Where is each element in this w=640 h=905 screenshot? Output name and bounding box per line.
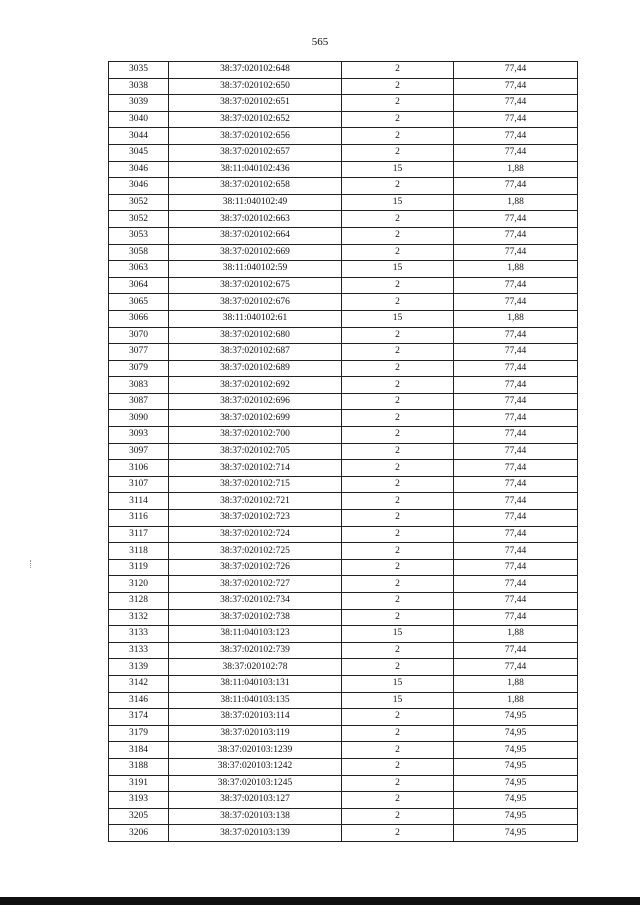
table-row (109, 675, 578, 692)
share-cell: 2 (342, 609, 454, 626)
row-number-cell: 3188 (109, 758, 169, 775)
table-row (109, 78, 578, 95)
cadastral-number-cell: 38:37:020102:715 (169, 476, 342, 493)
row-number-cell: 3090 (109, 410, 169, 427)
value-cell: 77,44 (454, 510, 578, 527)
share-cell: 2 (342, 460, 454, 477)
share-cell: 15 (342, 161, 454, 178)
share-cell: 2 (342, 78, 454, 95)
share-cell: 2 (342, 775, 454, 792)
value-cell: 77,44 (454, 393, 578, 410)
scan-border (0, 897, 640, 905)
row-number-cell: 3139 (109, 659, 169, 676)
share-cell: 2 (342, 526, 454, 543)
share-cell: 2 (342, 95, 454, 112)
value-cell: 77,44 (454, 427, 578, 444)
cadastral-number-cell: 38:37:020102:650 (169, 78, 342, 95)
cadastral-number-cell: 38:37:020103:1239 (169, 742, 342, 759)
cadastral-number-cell: 38:37:020102:648 (169, 62, 342, 79)
share-cell: 2 (342, 510, 454, 527)
share-cell: 15 (342, 310, 454, 327)
table-row (109, 360, 578, 377)
table-row (109, 626, 578, 643)
value-cell: 77,44 (454, 128, 578, 145)
row-number-cell: 3116 (109, 510, 169, 527)
value-cell: 74,95 (454, 825, 578, 842)
row-number-cell: 3053 (109, 227, 169, 244)
value-cell: 77,44 (454, 543, 578, 560)
share-cell: 2 (342, 344, 454, 361)
cadastral-number-cell: 38:37:020102:699 (169, 410, 342, 427)
table-row (109, 344, 578, 361)
cadastral-number-cell: 38:37:020102:705 (169, 443, 342, 460)
row-number-cell: 3114 (109, 493, 169, 510)
value-cell: 74,95 (454, 758, 578, 775)
share-cell: 2 (342, 227, 454, 244)
share-cell: 2 (342, 758, 454, 775)
table-row (109, 692, 578, 709)
value-cell: 77,44 (454, 294, 578, 311)
row-number-cell: 3046 (109, 161, 169, 178)
row-number-cell: 3174 (109, 709, 169, 726)
value-cell: 77,44 (454, 443, 578, 460)
row-number-cell: 3038 (109, 78, 169, 95)
table-row (109, 792, 578, 809)
row-number-cell: 3206 (109, 825, 169, 842)
cadastral-number-cell: 38:37:020102:651 (169, 95, 342, 112)
data-table (108, 61, 578, 842)
value-cell: 77,44 (454, 178, 578, 195)
table-row (109, 410, 578, 427)
table-row (109, 510, 578, 527)
row-number-cell: 3079 (109, 360, 169, 377)
share-cell: 15 (342, 675, 454, 692)
cadastral-number-cell: 38:37:020102:687 (169, 344, 342, 361)
cadastral-number-cell: 38:37:020103:127 (169, 792, 342, 809)
row-number-cell: 3044 (109, 128, 169, 145)
cadastral-number-cell: 38:11:040103:135 (169, 692, 342, 709)
table-row (109, 194, 578, 211)
value-cell: 74,95 (454, 808, 578, 825)
value-cell: 74,95 (454, 792, 578, 809)
table-row (109, 609, 578, 626)
share-cell: 2 (342, 277, 454, 294)
table-row (109, 825, 578, 842)
value-cell: 1,88 (454, 261, 578, 278)
table-row (109, 559, 578, 576)
cadastral-number-cell: 38:37:020102:723 (169, 510, 342, 527)
value-cell: 77,44 (454, 360, 578, 377)
table-row (109, 758, 578, 775)
value-cell: 77,44 (454, 95, 578, 112)
share-cell: 2 (342, 111, 454, 128)
row-number-cell: 3133 (109, 642, 169, 659)
share-cell: 2 (342, 593, 454, 610)
row-number-cell: 3120 (109, 576, 169, 593)
table-row (109, 460, 578, 477)
value-cell: 74,95 (454, 775, 578, 792)
row-number-cell: 3039 (109, 95, 169, 112)
share-cell: 2 (342, 709, 454, 726)
cadastral-number-cell: 38:37:020102:656 (169, 128, 342, 145)
row-number-cell: 3040 (109, 111, 169, 128)
share-cell: 2 (342, 427, 454, 444)
row-number-cell: 3093 (109, 427, 169, 444)
table-row (109, 277, 578, 294)
row-number-cell: 3128 (109, 593, 169, 610)
row-number-cell: 3077 (109, 344, 169, 361)
scan-mark (30, 560, 32, 568)
cadastral-number-cell: 38:37:020102:657 (169, 144, 342, 161)
table-row (109, 742, 578, 759)
table-row (109, 128, 578, 145)
cadastral-number-cell: 38:37:020103:119 (169, 725, 342, 742)
row-number-cell: 3146 (109, 692, 169, 709)
row-number-cell: 3052 (109, 194, 169, 211)
share-cell: 2 (342, 62, 454, 79)
share-cell: 2 (342, 377, 454, 394)
row-number-cell: 3035 (109, 62, 169, 79)
value-cell: 77,44 (454, 344, 578, 361)
cadastral-number-cell: 38:37:020102:721 (169, 493, 342, 510)
cadastral-number-cell: 38:11:040102:436 (169, 161, 342, 178)
row-number-cell: 3193 (109, 792, 169, 809)
value-cell: 1,88 (454, 675, 578, 692)
row-number-cell: 3133 (109, 626, 169, 643)
table-row (109, 227, 578, 244)
share-cell: 2 (342, 128, 454, 145)
value-cell: 77,44 (454, 493, 578, 510)
table-row (109, 327, 578, 344)
value-cell: 74,95 (454, 742, 578, 759)
table-row (109, 95, 578, 112)
value-cell: 77,44 (454, 593, 578, 610)
table-row (109, 443, 578, 460)
table-row (109, 775, 578, 792)
row-number-cell: 3083 (109, 377, 169, 394)
table-row (109, 476, 578, 493)
share-cell: 2 (342, 559, 454, 576)
share-cell: 2 (342, 144, 454, 161)
row-number-cell: 3107 (109, 476, 169, 493)
cadastral-number-cell: 38:37:020103:114 (169, 709, 342, 726)
table-row (109, 659, 578, 676)
cadastral-number-cell: 38:37:020102:658 (169, 178, 342, 195)
table-row (109, 642, 578, 659)
row-number-cell: 3179 (109, 725, 169, 742)
cadastral-number-cell: 38:37:020102:724 (169, 526, 342, 543)
cadastral-number-cell: 38:37:020102:727 (169, 576, 342, 593)
share-cell: 2 (342, 211, 454, 228)
share-cell: 2 (342, 443, 454, 460)
share-cell: 15 (342, 692, 454, 709)
cadastral-number-cell: 38:37:020103:1242 (169, 758, 342, 775)
value-cell: 77,44 (454, 377, 578, 394)
share-cell: 2 (342, 360, 454, 377)
share-cell: 2 (342, 742, 454, 759)
cadastral-number-cell: 38:37:020102:663 (169, 211, 342, 228)
share-cell: 2 (342, 178, 454, 195)
cadastral-number-cell: 38:11:040103:131 (169, 675, 342, 692)
value-cell: 77,44 (454, 410, 578, 427)
table-row (109, 111, 578, 128)
row-number-cell: 3191 (109, 775, 169, 792)
row-number-cell: 3065 (109, 294, 169, 311)
row-number-cell: 3097 (109, 443, 169, 460)
table-row (109, 161, 578, 178)
cadastral-number-cell: 38:37:020102:700 (169, 427, 342, 444)
share-cell: 2 (342, 476, 454, 493)
value-cell: 74,95 (454, 725, 578, 742)
value-cell: 77,44 (454, 211, 578, 228)
table-row (109, 543, 578, 560)
share-cell: 2 (342, 294, 454, 311)
row-number-cell: 3066 (109, 310, 169, 327)
table-row (109, 261, 578, 278)
table-row (109, 294, 578, 311)
value-cell: 77,44 (454, 144, 578, 161)
cadastral-number-cell: 38:37:020102:689 (169, 360, 342, 377)
table-row (109, 178, 578, 195)
cadastral-number-cell: 38:37:020102:78 (169, 659, 342, 676)
share-cell: 2 (342, 825, 454, 842)
value-cell: 1,88 (454, 626, 578, 643)
cadastral-number-cell: 38:37:020102:726 (169, 559, 342, 576)
share-cell: 2 (342, 327, 454, 344)
share-cell: 2 (342, 659, 454, 676)
cadastral-number-cell: 38:37:020102:739 (169, 642, 342, 659)
value-cell: 74,95 (454, 709, 578, 726)
cadastral-number-cell: 38:37:020103:138 (169, 808, 342, 825)
share-cell: 2 (342, 410, 454, 427)
share-cell: 2 (342, 543, 454, 560)
value-cell: 77,44 (454, 62, 578, 79)
table-row (109, 709, 578, 726)
cadastral-number-cell: 38:11:040102:49 (169, 194, 342, 211)
share-cell: 2 (342, 244, 454, 261)
row-number-cell: 3063 (109, 261, 169, 278)
value-cell: 1,88 (454, 692, 578, 709)
cadastral-number-cell: 38:37:020102:676 (169, 294, 342, 311)
table-row (109, 62, 578, 79)
share-cell: 2 (342, 393, 454, 410)
share-cell: 2 (342, 808, 454, 825)
row-number-cell: 3117 (109, 526, 169, 543)
row-number-cell: 3142 (109, 675, 169, 692)
cadastral-number-cell: 38:11:040103:123 (169, 626, 342, 643)
table-row (109, 244, 578, 261)
value-cell: 77,44 (454, 227, 578, 244)
table-row (109, 211, 578, 228)
table-row (109, 310, 578, 327)
row-number-cell: 3070 (109, 327, 169, 344)
row-number-cell: 3052 (109, 211, 169, 228)
row-number-cell: 3119 (109, 559, 169, 576)
value-cell: 77,44 (454, 526, 578, 543)
table-row (109, 725, 578, 742)
cadastral-number-cell: 38:37:020102:664 (169, 227, 342, 244)
value-cell: 77,44 (454, 277, 578, 294)
value-cell: 77,44 (454, 78, 578, 95)
share-cell: 2 (342, 576, 454, 593)
value-cell: 77,44 (454, 559, 578, 576)
value-cell: 77,44 (454, 327, 578, 344)
table-row (109, 427, 578, 444)
cadastral-number-cell: 38:37:020102:669 (169, 244, 342, 261)
cadastral-number-cell: 38:37:020102:680 (169, 327, 342, 344)
share-cell: 15 (342, 626, 454, 643)
page-number: 565 (311, 36, 329, 48)
share-cell: 15 (342, 194, 454, 211)
value-cell: 77,44 (454, 576, 578, 593)
cadastral-number-cell: 38:11:040102:59 (169, 261, 342, 278)
cadastral-number-cell: 38:37:020102:692 (169, 377, 342, 394)
cadastral-number-cell: 38:37:020102:652 (169, 111, 342, 128)
row-number-cell: 3045 (109, 144, 169, 161)
value-cell: 77,44 (454, 642, 578, 659)
share-cell: 2 (342, 493, 454, 510)
row-number-cell: 3118 (109, 543, 169, 560)
row-number-cell: 3106 (109, 460, 169, 477)
cadastral-number-cell: 38:37:020102:734 (169, 593, 342, 610)
value-cell: 77,44 (454, 460, 578, 477)
value-cell: 77,44 (454, 244, 578, 261)
cadastral-number-cell: 38:37:020102:714 (169, 460, 342, 477)
row-number-cell: 3064 (109, 277, 169, 294)
value-cell: 1,88 (454, 310, 578, 327)
table-row (109, 144, 578, 161)
value-cell: 77,44 (454, 659, 578, 676)
value-cell: 1,88 (454, 194, 578, 211)
table-row (109, 393, 578, 410)
value-cell: 1,88 (454, 161, 578, 178)
table-row (109, 526, 578, 543)
value-cell: 77,44 (454, 111, 578, 128)
row-number-cell: 3046 (109, 178, 169, 195)
row-number-cell: 3087 (109, 393, 169, 410)
table-row (109, 493, 578, 510)
table-row (109, 377, 578, 394)
row-number-cell: 3132 (109, 609, 169, 626)
table-row (109, 808, 578, 825)
cadastral-number-cell: 38:37:020102:696 (169, 393, 342, 410)
row-number-cell: 3058 (109, 244, 169, 261)
table-row (109, 576, 578, 593)
value-cell: 77,44 (454, 476, 578, 493)
share-cell: 15 (342, 261, 454, 278)
row-number-cell: 3184 (109, 742, 169, 759)
share-cell: 2 (342, 725, 454, 742)
value-cell: 77,44 (454, 609, 578, 626)
share-cell: 2 (342, 792, 454, 809)
cadastral-number-cell: 38:37:020102:725 (169, 543, 342, 560)
cadastral-number-cell: 38:37:020103:139 (169, 825, 342, 842)
row-number-cell: 3205 (109, 808, 169, 825)
table-row (109, 593, 578, 610)
share-cell: 2 (342, 642, 454, 659)
cadastral-number-cell: 38:37:020103:1245 (169, 775, 342, 792)
table-body (109, 62, 578, 842)
cadastral-number-cell: 38:11:040102:61 (169, 310, 342, 327)
cadastral-number-cell: 38:37:020102:738 (169, 609, 342, 626)
cadastral-number-cell: 38:37:020102:675 (169, 277, 342, 294)
